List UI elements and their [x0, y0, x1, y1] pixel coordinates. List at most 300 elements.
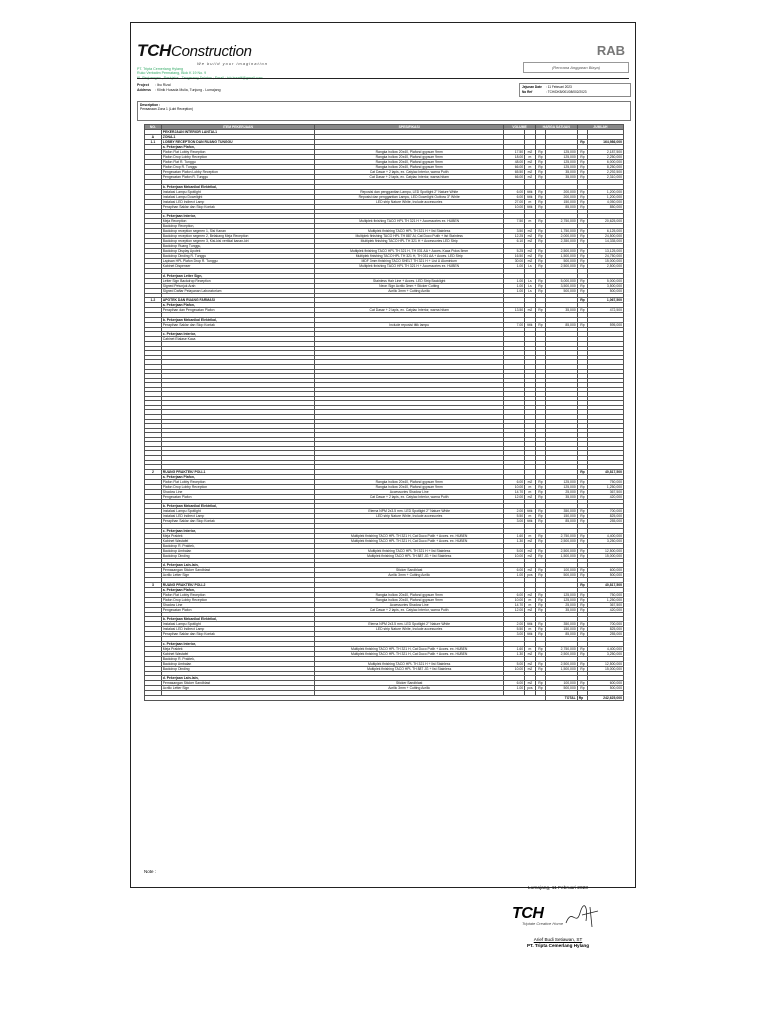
cell-unit: m2	[525, 548, 536, 553]
cell-spec: Rangka hollow 20x40, Plafond gypsum 9mm	[315, 150, 504, 155]
company-tagline: We build your imagination	[197, 61, 268, 66]
cell-price: 2,500,000	[546, 538, 578, 543]
cell-item: Backdrop Ambalan	[161, 548, 314, 553]
cell-unit: m	[525, 155, 536, 160]
cell-spec: Multiplek finishing TACO HPL TH 321 H, TH 031 AA + Acces. Kaca Polos 5mm	[315, 249, 504, 254]
cell-total: 700,000	[588, 622, 624, 627]
cell-rp1: Rp	[535, 514, 546, 519]
header-total: JUMLAH	[577, 125, 623, 130]
cell-spec: Acrilic 3mm + Cutting Acrilic	[315, 686, 504, 691]
cell-no: 1.2	[145, 298, 162, 303]
cell-rp1: Rp	[535, 308, 546, 313]
cell-total: 1,200,000	[588, 194, 624, 199]
cell-rp1: Rp	[535, 622, 546, 627]
document-subtitle: (Rencana Anggaran Biaya)	[523, 62, 629, 73]
cell-item: c. Pekerjaan Interior,	[161, 214, 314, 219]
signer-name: Arief Budi Setiawan, ST	[533, 937, 583, 942]
cell-unit: m2	[525, 538, 536, 543]
cell-unit: m2	[525, 259, 536, 264]
cell-unit: m2	[525, 568, 536, 573]
cell-rp2: Rp	[577, 681, 588, 686]
cell-rp2: Rp	[577, 234, 588, 239]
cell-spec: MDF 3mm finishing TACO SHELT TH 321 H + List U Aluminium	[315, 259, 504, 264]
cell-rp1: Rp	[535, 199, 546, 204]
cell-rp2: Rp	[577, 582, 588, 587]
cell-vol: 7.50	[504, 219, 525, 224]
cell-price: 2,000,000	[546, 234, 578, 239]
cell-spec: Multiplek finishing TACO HPL TH 321 H + Accessories LED Strip	[315, 239, 504, 244]
cell-item: b. Pekerjaan Mekanikal Elektrikal,	[161, 317, 314, 322]
cell-spec: Multiplek finishing TACO HPL TH 321 H, TH 031 AA + Acces. LED Strip	[315, 254, 504, 259]
cell-price: 350,000	[546, 622, 578, 627]
cell-item: Perapihan Saklar dan Stop Kontak	[161, 519, 314, 524]
cell-unit: titik	[525, 194, 536, 199]
cell-rp2: Rp	[577, 219, 588, 224]
cell-total: 6,125,000	[588, 229, 624, 234]
cell-rp2: Rp	[577, 592, 588, 597]
signer-block	[508, 937, 608, 948]
cell-item: Backdrop Dinding R. Tunggu	[161, 254, 314, 259]
cell-vol: 2.00	[504, 509, 525, 514]
cell-item: Plafon Flat Lobby Reception	[161, 479, 314, 484]
cell-price: 5,000,000	[546, 278, 578, 283]
cell-price: 125,000	[546, 150, 578, 155]
cell-unit: m2	[525, 661, 536, 666]
cell-rp2: Rp	[577, 597, 588, 602]
cell-spec: Reposisi dan penggantian Lampu, LED Downlight Outbow 3" White	[315, 194, 504, 199]
cell-rp2: Rp	[577, 189, 588, 194]
cell-item: Perapihan Saklar dan Stop Kontak	[161, 322, 314, 327]
cell-rp1: Rp	[535, 681, 546, 686]
cell-rp2: Rp	[577, 283, 588, 288]
cell-total: 13,125,000	[588, 249, 624, 254]
cell-price: 500,000	[546, 288, 578, 293]
cell-unit: m2	[525, 150, 536, 155]
project-info: Project : Ibu Rizal Address : Klinik Husada Mulia, Tunjung - Lumajang	[137, 83, 221, 92]
cell-spec: LED strip Nature White, Include accessories	[315, 627, 504, 632]
cell-unit: m	[525, 514, 536, 519]
cell-rp2: Rp	[577, 607, 588, 612]
cell-total: 15,000,000	[588, 666, 624, 671]
cell-rp1: Rp	[535, 150, 546, 155]
cell-total: 12,500,000	[588, 548, 624, 553]
cell-item: Perapihan dan Pengecatan Plafon	[161, 308, 314, 313]
cell-price: 35,000	[546, 607, 578, 612]
cell-item: Shadow Line	[161, 489, 314, 494]
cell-vol: 6.10	[504, 239, 525, 244]
cell-spec: Multiplek finishing TACO HPL TH 321 H, Cat Duco Putih + Acces. ex. HUBEN	[315, 646, 504, 651]
cell-vol: 1.00	[504, 288, 525, 293]
cell-spec: Multiplek finishing TACO HPL TH 321 H + list Stainless	[315, 661, 504, 666]
cell-rp2: Rp	[577, 519, 588, 524]
cell-total: 595,000	[588, 322, 624, 327]
cell-rp2: Rp	[577, 651, 588, 656]
cell-unit: m	[525, 646, 536, 651]
cell-spec: Reposisi dan penggantian Lampu, LED Spotlight 2" Nature White	[315, 189, 504, 194]
cell-rp2: Rp	[577, 509, 588, 514]
cell-vol: 12.00	[504, 607, 525, 612]
cell-vol: 48.00	[504, 160, 525, 165]
cell-price: 1,750,000	[546, 229, 578, 234]
cell-spec: Rangka hollow 20x40, Plafond gypsum 9mm	[315, 479, 504, 484]
cell-rp2: Rp	[577, 514, 588, 519]
cell-vol: 1.30	[504, 651, 525, 656]
rab-table	[144, 124, 624, 701]
cell-vol: 13.50	[504, 308, 525, 313]
cell-item: d. Pekerjaan Lain-lain,	[161, 676, 314, 681]
total-currency: Rp	[577, 695, 588, 700]
cell-price: 500,000	[546, 259, 578, 264]
cell-rp2: Rp	[577, 573, 588, 578]
cell-rp1: Rp	[535, 651, 546, 656]
cell-rp1: Rp	[535, 484, 546, 489]
cell-vol: 10.00	[504, 484, 525, 489]
cell-total: 2,250,000	[588, 155, 624, 160]
cell-vol: 1.60	[504, 533, 525, 538]
cell-price: 1,500,000	[546, 254, 578, 259]
cell-rp2: Rp	[577, 494, 588, 499]
cell-no: 1.1	[145, 140, 162, 145]
signature-logo: TCH Triptate Creative Home	[512, 905, 602, 933]
cell-unit: m2	[525, 651, 536, 656]
cell-spec: Multiplek finishing TACO HPL TH 887 JG + list Stainless	[315, 553, 504, 558]
cell-total: 15,000,000	[588, 259, 624, 264]
cell-vol: 5.50	[504, 514, 525, 519]
cell-unit: m	[525, 484, 536, 489]
cell-rp2: Rp	[577, 548, 588, 553]
cell-price: 25,000	[546, 602, 578, 607]
cell-rp2: Rp	[577, 686, 588, 691]
cell-rp1: Rp	[535, 632, 546, 637]
cell-total: 750,000	[588, 592, 624, 597]
cell-item: Perapihan Saklar dan Stop Kontak	[161, 632, 314, 637]
cell-rp2: Rp	[577, 278, 588, 283]
cell-vol: 14.70	[504, 489, 525, 494]
cell-item: b. Pekerjaan Mekanikal Elektrikal,	[161, 184, 314, 189]
cell-item: Pemasangan Sticker Sandblast	[161, 681, 314, 686]
cell-spec: Accessories Shadow Line	[315, 489, 504, 494]
cell-rp1: Rp	[535, 278, 546, 283]
cell-unit: m2	[525, 160, 536, 165]
cell-price: 85,000	[546, 519, 578, 524]
cell-rp2: Rp	[577, 533, 588, 538]
cell-rp1: Rp	[535, 204, 546, 209]
cell-vol: 5.00	[504, 661, 525, 666]
cell-total: 4,400,000	[588, 533, 624, 538]
cell-spec: Multiplek finishing TACO HPL TH 321 H + list Stainless	[315, 229, 504, 234]
cell-item: Meja Reception	[161, 219, 314, 224]
cell-spec: Multiplek finishing TACO HPL TH 321 H, Cat Duco Putih + Acces. ex. HUBEN	[315, 533, 504, 538]
cell-spec: Sticker Sandblast	[315, 681, 504, 686]
cell-spec: Multiplek finishing TACO HPL TH 321 H + list Stainless	[315, 548, 504, 553]
cell-price: 2,350,000	[546, 239, 578, 244]
cell-price: 2,500,000	[546, 651, 578, 656]
cell-unit: m2	[525, 308, 536, 313]
cell-rp1: Rp	[535, 479, 546, 484]
cell-item: Instalasi LED Indirect Lamp	[161, 514, 314, 519]
cell-spec: Eterna NPM 2x3.5 mm. LED Spotlight 2" Nature White	[315, 509, 504, 514]
cell-spec: Cat Dasar + 2 lapis, ex. Catylac Interior, warna Putih	[315, 170, 504, 175]
cell-price: 150,000	[546, 199, 578, 204]
cell-item: Instalasi LED Indirect Lamp	[161, 199, 314, 204]
cell-vol: 12.25	[504, 234, 525, 239]
cell-vol: 6.00	[504, 681, 525, 686]
cell-item: Instalasi Lampu Downlight	[161, 194, 314, 199]
cell-total: 420,000	[588, 607, 624, 612]
cell-rp2: Rp	[577, 175, 588, 180]
cell-vol: 1.00	[504, 264, 525, 269]
cell-spec: Rangka hollow 20x40, Plafond gypsum 9mm	[315, 165, 504, 170]
cell-item: Meja Praktek	[161, 646, 314, 651]
cell-spec: Rangka hollow 20x40, Plafond gypsum 9mm	[315, 155, 504, 160]
cell-rp2: Rp	[577, 322, 588, 327]
cell-item: Pengecatan Plafon	[161, 607, 314, 612]
cell-price: 35,000	[546, 308, 578, 313]
cell-spec: Multiplek finishing TACO HPL TH 887 Al, Cat Duco Putih + list Stainless	[315, 234, 504, 239]
cell-item: Plafon Drop Lobby Reception	[161, 484, 314, 489]
cell-rp1: Rp	[535, 607, 546, 612]
cell-total: 3,500,000	[588, 283, 624, 288]
note-label: Note :	[144, 869, 157, 874]
cell-item: Shadow Line	[161, 602, 314, 607]
cell-item: Backdrop reception segmen 1, Sisi Kanan	[161, 229, 314, 234]
signature-scribble-icon	[562, 905, 602, 929]
cell-vol: 14.70	[504, 602, 525, 607]
cell-total: 2,310,000	[588, 175, 624, 180]
cell-vol: 10.00	[504, 204, 525, 209]
cell-vol: 5.50	[504, 627, 525, 632]
cell-item: Backdrop Ruang Tunggu,	[161, 244, 314, 249]
cell-vol: 5.25	[504, 249, 525, 254]
cell-total: 5,000,000	[588, 278, 624, 283]
cell-item: Pengecatan Plafon R. Tunggu	[161, 175, 314, 180]
cell-unit: titik	[525, 204, 536, 209]
cell-item: Plafon Drop Lobby Reception	[161, 597, 314, 602]
cell-rp2: Rp	[577, 538, 588, 543]
cell-item: d. Pekerjaan Letter Sign,	[161, 273, 314, 278]
cell-rp1: Rp	[535, 322, 546, 327]
cell-vol: 1.00	[504, 283, 525, 288]
cell-rp1: Rp	[535, 234, 546, 239]
cell-rp1: Rp	[535, 288, 546, 293]
cell-unit: m2	[525, 175, 536, 180]
cell-rp2: Rp	[577, 568, 588, 573]
cell-item: a. Pekerjaan Plafon,	[161, 587, 314, 592]
cell-rp2: Rp	[577, 627, 588, 632]
cell-item: RUANG PRAKTEK/ POLI-1	[161, 469, 314, 474]
cell-vol: 3.00	[504, 632, 525, 637]
cell-vol: 7.00	[504, 322, 525, 327]
cell-vol: 12.00	[504, 494, 525, 499]
cell-total: 24,750,000	[588, 254, 624, 259]
cell-total: 164,986,000	[588, 140, 624, 145]
cell-vol: 1.60	[504, 646, 525, 651]
cell-total: 40,817,500	[588, 469, 624, 474]
cell-item: Signed Daftar Pelayanan Laboratorium	[161, 288, 314, 293]
cell-total: 600,000	[588, 681, 624, 686]
cell-item: Backdrop Ambalan	[161, 661, 314, 666]
cell-unit: titik	[525, 189, 536, 194]
cell-price: 125,000	[546, 597, 578, 602]
cell-item: Instalasi Lampu Spotlight	[161, 509, 314, 514]
cell-price: 2,750,000	[546, 646, 578, 651]
cell-rp2: Rp	[577, 489, 588, 494]
cell-vol: 1.30	[504, 538, 525, 543]
cell-total: 825,000	[588, 514, 624, 519]
cell-price: 2,500,000	[546, 264, 578, 269]
cell-total: 500,000	[588, 686, 624, 691]
cell-total: 12,500,000	[588, 661, 624, 666]
cell-rp1: Rp	[535, 254, 546, 259]
cell-unit: m	[525, 602, 536, 607]
cell-rp1: Rp	[535, 568, 546, 573]
cell-vol: 16.50	[504, 254, 525, 259]
cell-item: RUANG PRAKTEK/ POLI-2	[161, 582, 314, 587]
cell-no: A	[145, 135, 162, 140]
cell-vol: 3.00	[504, 519, 525, 524]
cell-spec: Acrilic 3mm + Cutting Acrilic	[315, 288, 504, 293]
cell-item: Instalasi Lampu Spotlight	[161, 189, 314, 194]
cell-rp1: Rp	[535, 627, 546, 632]
cell-rp2: Rp	[577, 199, 588, 204]
cell-vol: 10.00	[504, 597, 525, 602]
cell-rp2: Rp	[577, 160, 588, 165]
cell-spec: Cat Dasar + 2 lapis, ex. Catylac Interior, warna Putih	[315, 607, 504, 612]
cell-vol: 66.00	[504, 165, 525, 170]
cell-vol: 17.50	[504, 150, 525, 155]
cell-total: 255,000	[588, 519, 624, 524]
cell-price: 150,000	[546, 627, 578, 632]
cell-rp2: Rp	[577, 622, 588, 627]
cell-rp1: Rp	[535, 239, 546, 244]
cell-item: Lapisan HPL Plafon Drop R. Tunggu	[161, 259, 314, 264]
cell-price: 125,000	[546, 479, 578, 484]
cell-item: Instalasi LED Indirect Lamp	[161, 627, 314, 632]
cell-item: Plafon Flat Lobby Reception	[161, 150, 314, 155]
cell-rp2: Rp	[577, 632, 588, 637]
cell-unit: m	[525, 533, 536, 538]
cell-vol: 6.00	[504, 194, 525, 199]
cell-rp2: Rp	[577, 239, 588, 244]
cell-item: a. Pekerjaan Plafon,	[161, 474, 314, 479]
cell-price: 125,000	[546, 484, 578, 489]
cell-rp2: Rp	[577, 259, 588, 264]
cell-spec: LED strip Nature White, Include accessories	[315, 514, 504, 519]
header-item: ITEM PEKERJAAN	[161, 125, 314, 130]
cell-rp2: Rp	[577, 254, 588, 259]
cell-item: Kabinet Dispenser	[161, 264, 314, 269]
description-box: Description : Pensanaan Zona 1 (Lobi Reception)	[137, 101, 631, 121]
cell-spec: Sticker Sandblast	[315, 568, 504, 573]
cell-item: Backdrop R. Praktek,	[161, 543, 314, 548]
cell-total: 4,400,000	[588, 646, 624, 651]
cell-item: Backdrop Reception,	[161, 224, 314, 229]
cell-price: 200,000	[546, 189, 578, 194]
cell-price: 85,000	[546, 322, 578, 327]
cell-item: Plafon Flat R. Tunggu	[161, 160, 314, 165]
cell-rp2: Rp	[577, 155, 588, 160]
cell-item: Acrilic Letter Sign	[161, 573, 314, 578]
cell-rp2: Rp	[577, 553, 588, 558]
cell-item: Pemasangan Sticker Sandblast	[161, 568, 314, 573]
place-date: Lumajang, 11 Februari 2023	[528, 886, 588, 891]
cell-item: LOBBY RECEPTION DAN RUANG TUNGGU	[161, 140, 314, 145]
cell-rp2: Rp	[577, 229, 588, 234]
cell-rp1: Rp	[535, 646, 546, 651]
cell-item: Pengecatan Plafon Lobby Reception	[161, 170, 314, 175]
cell-total: 20,625,000	[588, 219, 624, 224]
cell-item: Plafon Flat Lobby Reception	[161, 592, 314, 597]
cell-item: a. Pekerjaan Plafon,	[161, 145, 314, 150]
cell-price: 2,500,000	[546, 548, 578, 553]
cell-unit: m2	[525, 592, 536, 597]
cell-spec: Multiplek finishing TACO HPL TH 321 H + Accessories ex. HUBEN	[315, 264, 504, 269]
cell-spec: Cat Dasar + 2 lapis, ex. Catylac Interior, warna hitam	[315, 308, 504, 313]
cell-price: 35,000	[546, 170, 578, 175]
cell-unit: m2	[525, 607, 536, 612]
cell-spec: Accessories Shadow Line	[315, 602, 504, 607]
cell-item: Kabinet Wastafel	[161, 651, 314, 656]
cell-rp1: Rp	[535, 592, 546, 597]
cell-item: b. Pekerjaan Mekanikal Elektrikal,	[161, 504, 314, 509]
cell-item: Letter Sign Backdrop Reception	[161, 278, 314, 283]
cell-vol: 66.00	[504, 175, 525, 180]
document-title: RAB	[596, 43, 625, 58]
cell-no: 2	[145, 469, 162, 474]
cell-total: 15,000,000	[588, 553, 624, 558]
cell-item: Instalasi Lampu Spotlight	[161, 622, 314, 627]
cell-rp2: Rp	[577, 646, 588, 651]
cell-rp1: Rp	[535, 219, 546, 224]
cell-total: 1,067,500	[588, 298, 624, 303]
cell-rp2: Rp	[577, 298, 588, 303]
cell-price: 3,500,000	[546, 283, 578, 288]
cell-rp1: Rp	[535, 573, 546, 578]
cell-spec: Cat Dasar + 2 lapis, ex. Catylac Interior, warna hitam	[315, 175, 504, 180]
cell-vol: 10.00	[504, 553, 525, 558]
cell-rp1: Rp	[535, 194, 546, 199]
cell-rp2: Rp	[577, 661, 588, 666]
cell-rp1: Rp	[535, 602, 546, 607]
cell-rp2: Rp	[577, 479, 588, 484]
cell-total: 600,000	[588, 568, 624, 573]
cell-item: Signed Petunjuk Arah	[161, 283, 314, 288]
cell-rp2: Rp	[577, 140, 588, 145]
cell-total: 1,200,000	[588, 189, 624, 194]
cell-spec: Neon Sign Acrilic 3mm + Sticker Cutting	[315, 283, 504, 288]
cell-unit: m2	[525, 249, 536, 254]
cell-rp1: Rp	[535, 160, 546, 165]
cell-vol: 5.00	[504, 548, 525, 553]
company-header	[137, 41, 417, 80]
cell-price: 125,000	[546, 592, 578, 597]
cell-rp2: Rp	[577, 165, 588, 170]
cell-spec: Include reposisi titik lampu	[315, 322, 504, 327]
cell-rp1: Rp	[535, 170, 546, 175]
cell-price: 200,000	[546, 194, 578, 199]
cell-price: 150,000	[546, 514, 578, 519]
cell-rp1: Rp	[535, 533, 546, 538]
cell-total: 6,000,000	[588, 160, 624, 165]
cell-price: 85,000	[546, 204, 578, 209]
cell-rp1: Rp	[535, 519, 546, 524]
cell-unit: pcs	[525, 686, 536, 691]
cell-item: Backdrop reception segmen 2, Belakang Meja Reception	[161, 234, 314, 239]
cell-item: PEKERJAAN INTERIOR LANTAI-1	[161, 130, 314, 135]
cell-price: 25,000	[546, 489, 578, 494]
cell-item: Backdrop Dinding	[161, 553, 314, 558]
cell-item: Meja Praktek	[161, 533, 314, 538]
